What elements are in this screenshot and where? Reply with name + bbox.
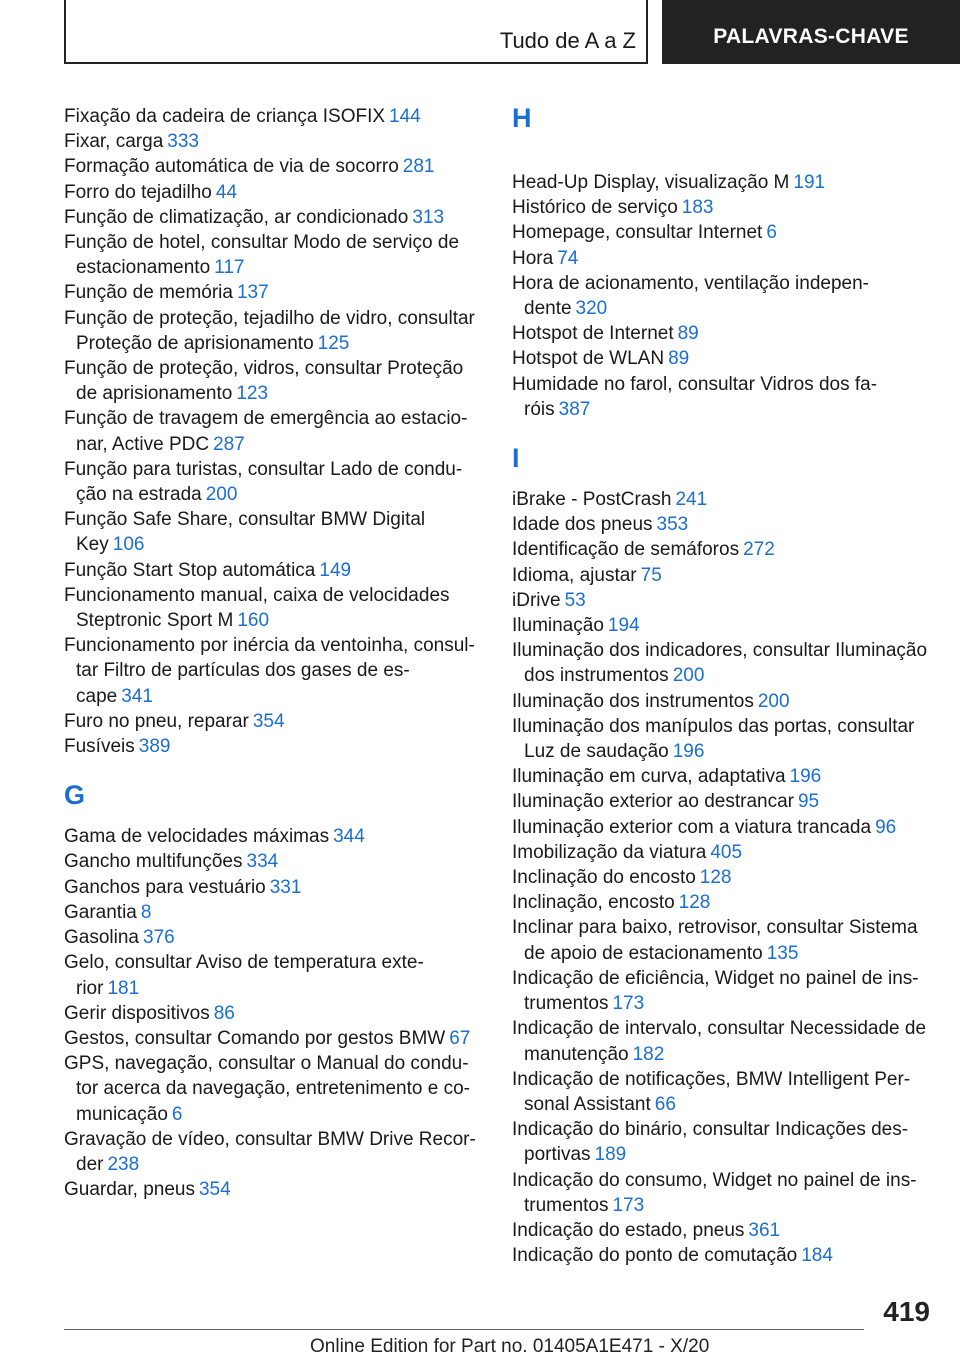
index-entry — [64, 583, 480, 633]
page-reference-link[interactable]: 135 — [766, 942, 799, 964]
index-entry — [64, 1177, 480, 1202]
index-entry-text: Iluminação — [512, 615, 604, 637]
index-entry — [512, 915, 932, 965]
page-reference-link[interactable]: 182 — [632, 1043, 665, 1065]
page-reference-link[interactable]: 181 — [107, 977, 140, 999]
index-entry-text: Função para turistas, consultar Lado de condu‐ ção na estrada — [64, 458, 463, 506]
index-entry-text: Indicação do ponto de comutação — [512, 1245, 798, 1267]
page-reference-link[interactable]: 144 — [389, 106, 421, 127]
index-entry — [64, 205, 480, 230]
page-reference-link[interactable]: 200 — [205, 484, 238, 506]
page-reference-link[interactable]: 67 — [449, 1027, 471, 1049]
index-entry-text: Indicação de eficiência, Widget no painel de ins‐ trumentos — [512, 967, 919, 1015]
page-reference-link[interactable]: 106 — [112, 534, 145, 556]
index-entry — [64, 849, 480, 874]
index-entry — [512, 890, 932, 915]
index-entry-text: Gancho multifunções — [64, 851, 243, 873]
index-entry — [512, 1218, 932, 1243]
page-number: 419 — [883, 1296, 930, 1327]
index-entry-text: Formação automática de via de socorro — [64, 156, 399, 178]
page-reference-link[interactable]: 389 — [138, 736, 171, 758]
page-reference-link[interactable]: 331 — [269, 876, 302, 898]
index-column-left — [64, 104, 480, 1202]
page-reference-link[interactable]: 128 — [678, 892, 711, 914]
index-entry-text: Ganchos para vestuário — [64, 876, 266, 898]
index-entry — [512, 1016, 932, 1066]
page-reference-link[interactable]: 86 — [213, 1002, 235, 1024]
index-entry-text: Funcionamento manual, caixa de velocidades Steptronic Sport M — [64, 584, 450, 632]
index-entry — [64, 558, 480, 583]
index-entry — [64, 950, 480, 1000]
page-reference-link[interactable]: 137 — [236, 282, 269, 304]
index-entry-text: Fusíveis — [64, 736, 135, 758]
page-reference-link[interactable]: 66 — [654, 1093, 676, 1115]
index-entry-text: Iluminação exterior com a viatura trancada — [512, 816, 872, 838]
index-entry-text: Gravação de vídeo, consultar BMW Drive Recor‐ der — [64, 1128, 476, 1175]
index-entry — [512, 195, 932, 220]
page-reference-link[interactable]: 405 — [710, 841, 743, 863]
page-reference-link[interactable]: 173 — [612, 1194, 645, 1216]
page-reference-link[interactable]: 200 — [757, 690, 790, 712]
page-reference-link[interactable]: 354 — [252, 710, 285, 732]
index-entry — [512, 246, 932, 271]
page-reference-link[interactable]: 189 — [594, 1144, 627, 1166]
index-entry-text: Fixação da cadeira de criança ISOFIX — [64, 106, 386, 127]
index-entry — [512, 789, 932, 814]
page-reference-link[interactable]: 196 — [672, 741, 705, 763]
entries-g-group — [64, 824, 480, 1202]
page-reference-link[interactable]: 149 — [319, 559, 352, 581]
index-entry — [64, 306, 480, 356]
index-entry-text: Hotspot de WLAN — [512, 348, 665, 370]
index-entry-text: Head-Up Display, visualização M — [512, 172, 790, 193]
page-reference-link[interactable]: 183 — [681, 197, 714, 219]
index-entry-text: Fixar, carga — [64, 131, 164, 153]
index-entry-text: Indicação do estado, pneus — [512, 1219, 745, 1241]
index-entry-text: Gerir dispositivos — [64, 1002, 210, 1024]
index-entry-text: Hora — [512, 247, 554, 269]
index-entry — [64, 709, 480, 734]
page-reference-link[interactable]: 353 — [656, 514, 689, 536]
header-mid-rule — [646, 0, 648, 64]
page-reference-link[interactable]: 313 — [412, 206, 445, 228]
page-reference-link[interactable]: 354 — [198, 1179, 231, 1201]
page-reference-link[interactable]: 376 — [143, 927, 175, 949]
page-reference-link[interactable]: 200 — [672, 665, 705, 687]
footer-rule — [64, 1329, 864, 1330]
index-column-right — [512, 104, 932, 1268]
index-entry-text: Funcionamento por inércia da ventoinha, consul‐ tar Filtro de partículas dos gases de es‐ cape — [64, 635, 475, 707]
page-reference-link[interactable]: 117 — [214, 257, 245, 279]
entries-h-group — [512, 170, 932, 422]
index-entry-text: Indicação do binário, consultar Indicações des‐ portivas — [512, 1119, 909, 1166]
index-entry — [512, 764, 932, 789]
page-reference-link[interactable]: 173 — [612, 993, 645, 1015]
index-entry-text: Inclinar para baixo, retrovisor, consultar Sistema de apoio de estacionamento — [512, 917, 918, 964]
page-reference-link[interactable]: 128 — [699, 867, 732, 889]
index-entry — [64, 129, 480, 154]
index-entry-text: Iluminação dos manípulos das portas, consultar Luz de saudação — [512, 715, 915, 763]
page-reference-link[interactable]: 281 — [402, 156, 435, 178]
index-entry-text: Humidade no farol, consultar Vidros dos fa‐ róis — [512, 373, 878, 420]
index-entry-text: Gasolina — [64, 927, 139, 949]
index-entry — [512, 588, 932, 613]
page-reference-link[interactable]: 53 — [564, 589, 586, 611]
index-entry — [512, 346, 932, 371]
header-left-rule — [64, 0, 66, 64]
index-entry-text: Função de proteção, tejadilho de vidro, consultar Proteção de aprisionamento — [64, 307, 475, 354]
keyword-tab[interactable] — [662, 0, 960, 64]
page-reference-link[interactable]: 89 — [677, 323, 699, 345]
index-entry — [512, 714, 932, 764]
index-entry — [64, 457, 480, 507]
index-entry — [64, 1051, 480, 1127]
index-entry — [512, 613, 932, 638]
index-entry — [64, 925, 480, 950]
index-entry — [512, 537, 932, 562]
index-entry-text: Iluminação dos instrumentos — [512, 690, 754, 712]
index-entry — [64, 104, 480, 129]
index-entry-text: Iluminação em curva, adaptativa — [512, 766, 786, 788]
index-entry — [64, 230, 480, 280]
index-entry — [512, 865, 932, 890]
index-entry-text: Função de memória — [64, 282, 233, 304]
page-header — [64, 0, 960, 64]
index-entry — [512, 1067, 932, 1117]
index-entry-text: Guardar, pneus — [64, 1179, 195, 1201]
entries-f-group — [64, 104, 480, 759]
index-entry — [512, 1243, 932, 1268]
index-entry-text: GPS, navegação, consultar o Manual do condu‐ tor acerca da navegação, entretenimento e co‐ municação — [64, 1053, 470, 1125]
page-reference-link[interactable]: 334 — [246, 851, 279, 873]
page-reference-link[interactable]: 387 — [558, 398, 591, 420]
index-entry — [512, 372, 932, 422]
index-entry — [64, 875, 480, 900]
index-entry — [512, 563, 932, 588]
header-bottom-rule — [64, 62, 648, 64]
page-reference-link[interactable]: 6 — [171, 1103, 183, 1125]
index-entry — [64, 1026, 480, 1051]
index-entry — [64, 280, 480, 305]
index-entry-text: Inclinação do encosto — [512, 867, 696, 889]
index-entry — [64, 633, 480, 709]
index-entry-text: Imobilização da viatura — [512, 841, 707, 863]
index-entry-text: Indicação de notificações, BMW Intelligent Per‐ sonal Assistant — [512, 1068, 911, 1115]
index-entry-text: Iluminação exterior ao destrancar — [512, 791, 794, 813]
entries-i-group — [512, 487, 932, 1268]
footer-edition-text: Online Edition for Part no. 01405A1E471 - X/20 — [310, 1336, 710, 1357]
index-entry — [64, 180, 480, 205]
index-entry-text: Indicação do consumo, Widget no painel de ins‐ trumentos — [512, 1169, 917, 1216]
index-entry — [64, 734, 480, 759]
index-entry — [64, 824, 480, 849]
index-entry-text: iBrake - PostCrash — [512, 489, 672, 511]
index-entry — [512, 512, 932, 537]
index-entry-text: Gestos, consultar Comando por gestos BMW — [64, 1027, 446, 1049]
page-reference-link[interactable]: 238 — [107, 1153, 140, 1175]
page-reference-link[interactable]: 344 — [333, 826, 365, 848]
letter-heading-h: H — [512, 103, 532, 133]
index-entry — [512, 638, 932, 688]
index-entry — [64, 356, 480, 406]
index-entry-text: Identificação de semáforos — [512, 539, 740, 561]
page-reference-link[interactable]: 95 — [797, 791, 820, 813]
index-entry-text: Garantia — [64, 901, 137, 923]
letter-heading-g: G — [64, 780, 86, 811]
index-entry-text: Função Start Stop automática — [64, 559, 316, 581]
index-entry-text: Hotspot de Internet — [512, 323, 674, 345]
index-entry — [64, 1001, 480, 1026]
index-entry — [512, 966, 932, 1016]
index-entry — [512, 1117, 932, 1167]
index-entry-text: Forro do tejadilho — [64, 181, 212, 203]
index-entry — [512, 321, 932, 346]
page-reference-link[interactable]: 96 — [875, 816, 897, 838]
page-reference-link[interactable]: 123 — [236, 383, 269, 405]
page-reference-link[interactable]: 8 — [140, 901, 152, 923]
letter-heading-i: I — [512, 443, 520, 474]
index-entry — [512, 815, 932, 840]
index-entry — [512, 271, 932, 321]
page-reference-link[interactable]: 320 — [575, 298, 608, 320]
index-entry-text: Furo no pneu, reparar — [64, 710, 249, 732]
page-reference-link[interactable]: 196 — [789, 766, 822, 788]
index-entry — [512, 840, 932, 865]
section-title: Tudo de A a Z — [499, 28, 636, 53]
index-entry-text: Gama de velocidades máximas — [64, 826, 330, 848]
index-entry-text: Função de travagem de emergência ao estacio‐ nar, Active PDC — [64, 408, 468, 455]
index-entry-text: iDrive — [512, 589, 561, 611]
index-entry-text: Idade dos pneus — [512, 514, 653, 536]
page-reference-link[interactable]: 75 — [640, 564, 662, 586]
index-entry-text: Histórico de serviço — [512, 197, 678, 219]
index-entry-text: Idioma, ajustar — [512, 564, 637, 586]
page-reference-link[interactable]: 6 — [766, 222, 777, 244]
index-entry — [512, 487, 932, 512]
page-reference-link[interactable]: 89 — [668, 348, 690, 370]
index-entry-text: Iluminação dos indicadores, consultar Iluminação dos instrumentos — [512, 640, 928, 687]
index-entry — [64, 900, 480, 925]
page-reference-link[interactable]: 333 — [167, 131, 199, 153]
page-reference-link[interactable]: 272 — [743, 539, 775, 561]
keyword-tab-label: PALAVRAS-CHAVE — [713, 25, 909, 48]
index-entry — [512, 1168, 932, 1218]
index-entry-text: Inclinação, encosto — [512, 892, 675, 914]
index-entry-text: Função de climatização, ar condicionado — [64, 206, 409, 228]
index-entry — [64, 154, 480, 179]
page-reference-link[interactable]: 241 — [675, 489, 708, 511]
index-entry-text: Função de hotel, consultar Modo de serviço de estacionamento — [64, 232, 460, 279]
index-entry — [64, 507, 480, 557]
page-reference-link[interactable]: 44 — [215, 181, 238, 203]
index-entry — [512, 170, 932, 195]
index-entry-text: Função de proteção, vidros, consultar Proteção de aprisionamento — [64, 358, 464, 405]
page-reference-link[interactable]: 191 — [793, 172, 826, 193]
index-entry — [64, 406, 480, 456]
page-reference-link[interactable]: 160 — [237, 610, 270, 632]
page-reference-link[interactable]: 194 — [607, 615, 640, 637]
index-entry-text: Hora de acionamento, ventilação indepen‐ dente — [512, 272, 870, 320]
index-entry — [512, 220, 932, 245]
index-entry — [512, 689, 932, 714]
page-reference-link[interactable]: 287 — [213, 433, 245, 455]
page-reference-link[interactable]: 74 — [557, 247, 579, 269]
page-reference-link[interactable]: 341 — [121, 685, 153, 707]
index-entry-text: Homepage, consultar Internet — [512, 222, 763, 244]
index-entry-text: Função Safe Share, consultar BMW Digital Key — [64, 509, 426, 556]
index-entry-text: Gelo, consultar Aviso de temperatura exte‐ rior — [64, 952, 424, 999]
page-reference-link[interactable]: 361 — [748, 1219, 781, 1241]
index-entry-text: Indicação de intervalo, consultar Necessidade de manutenção — [512, 1018, 927, 1065]
page-reference-link[interactable]: 125 — [317, 332, 350, 354]
index-entry — [64, 1127, 480, 1177]
page-reference-link[interactable]: 184 — [801, 1245, 833, 1267]
